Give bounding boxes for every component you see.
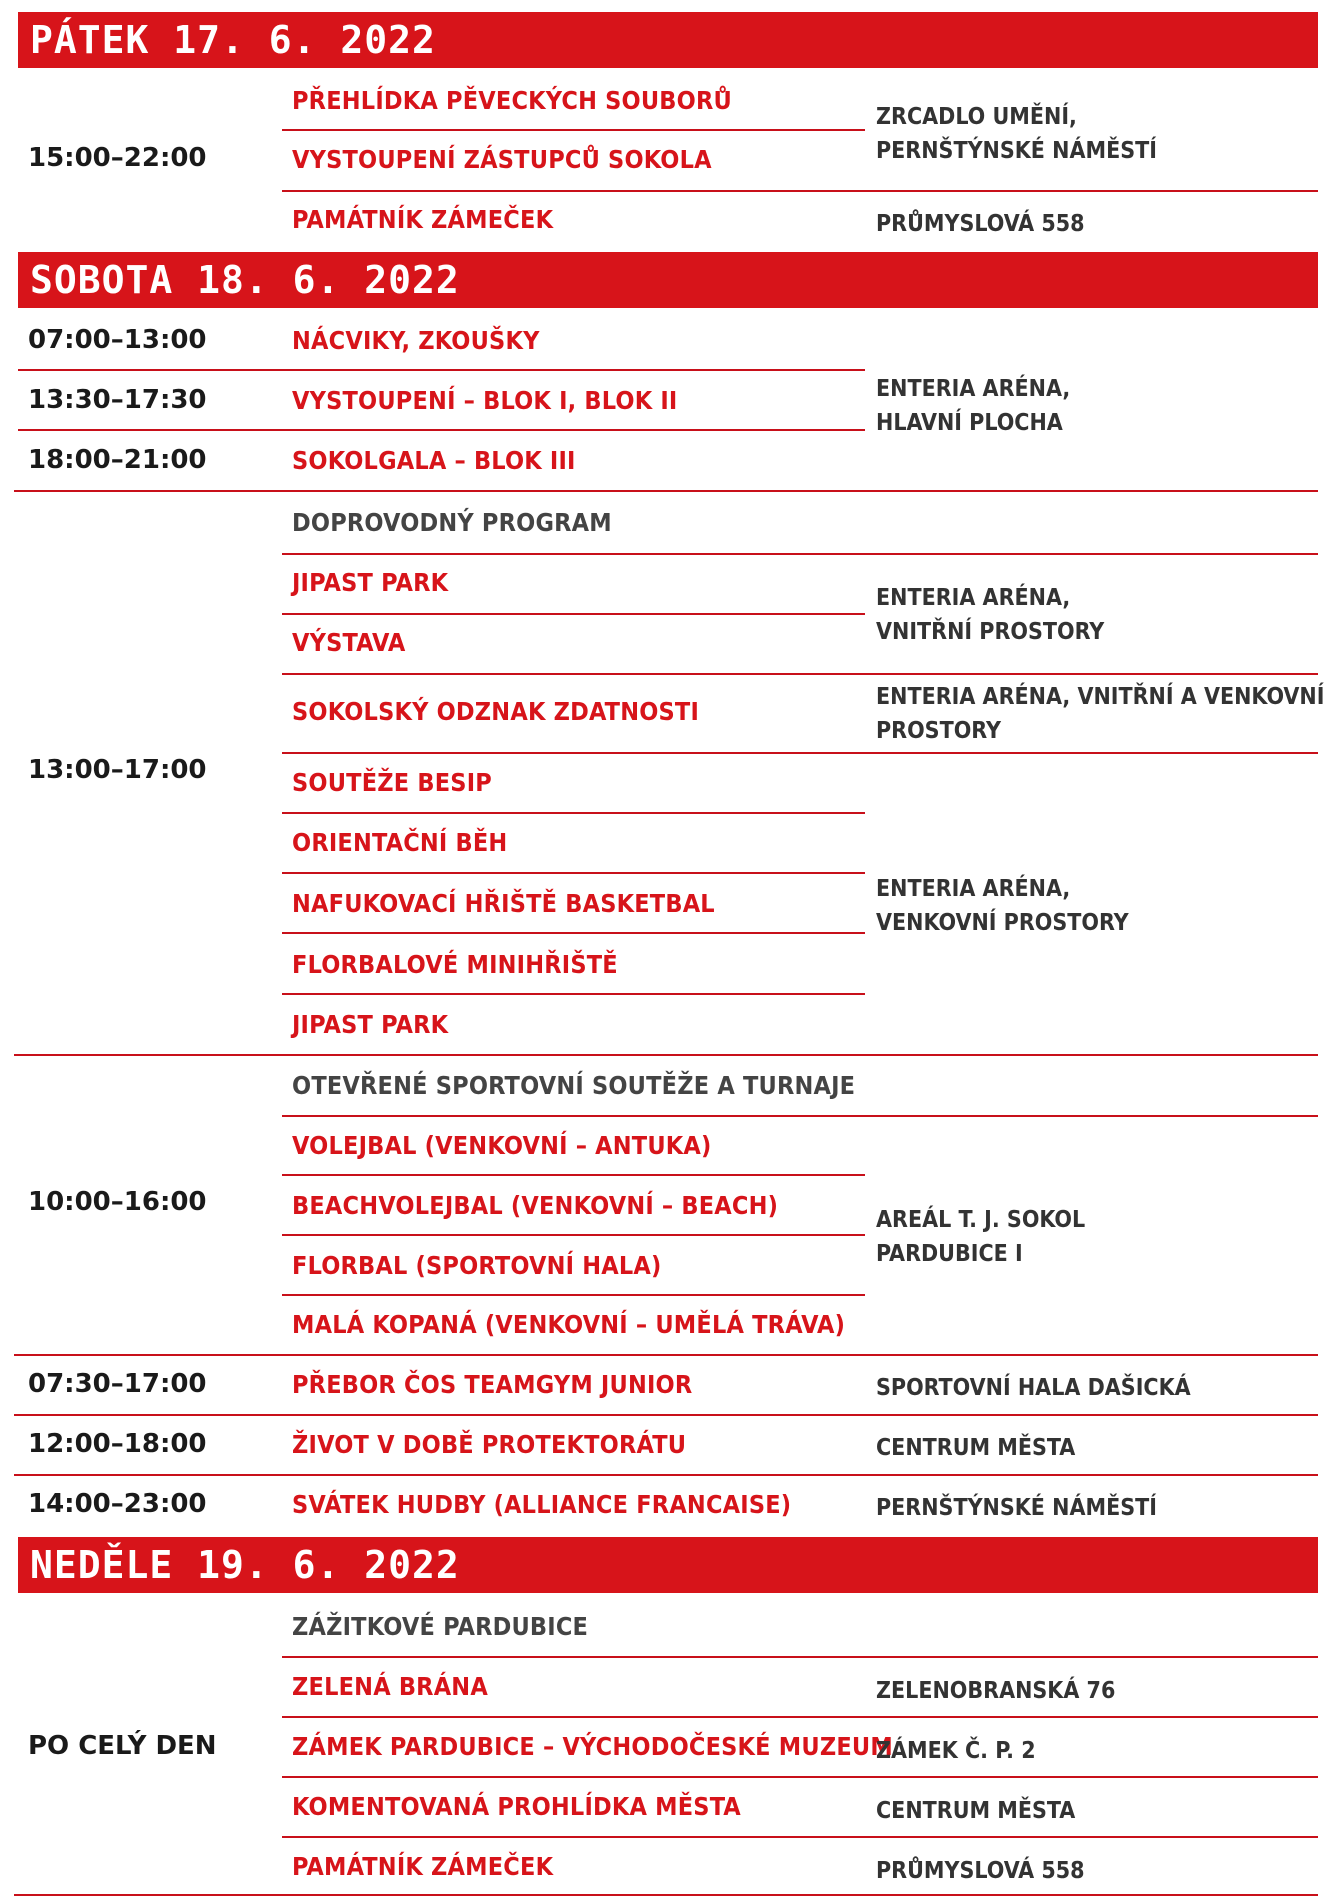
divider (14, 490, 1318, 492)
divider (282, 812, 865, 814)
divider (14, 1894, 1318, 1896)
place (876, 1794, 1075, 1828)
place (876, 207, 1085, 241)
place-line: PRŮMYSLOVÁ 558 (876, 211, 1085, 237)
place-line: VENKOVNÍ PROSTORY (876, 910, 1129, 936)
event-item: PŘEHLÍDKA PĚVECKÝCH SOUBORŮ (292, 86, 732, 115)
time-friday: 15:00–22:00 (28, 143, 207, 173)
place-line: ENTERIA ARÉNA, VNITŘNÍ A VENKOVNÍ (876, 684, 1325, 710)
divider (282, 1716, 1318, 1718)
place (876, 1674, 1115, 1708)
divider (282, 1234, 865, 1236)
event-item: VYSTOUPENÍ – BLOK I, BLOK II (292, 386, 678, 415)
place (876, 680, 1324, 748)
place-line: PROSTORY (876, 718, 1001, 744)
divider (282, 1174, 865, 1176)
event-item: NAFUKOVACÍ HŘIŠTĚ BASKETBAL (292, 889, 715, 918)
time: 13:30–17:30 (28, 385, 207, 415)
event-item: BEACHVOLEJBAL (VENKOVNÍ – BEACH) (292, 1191, 779, 1220)
place-line: VNITŘNÍ PROSTORY (876, 619, 1105, 645)
divider (14, 1414, 1318, 1416)
event-item: ŽIVOT V DOBĚ PROTEKTORÁTU (292, 1430, 687, 1459)
place (876, 872, 1129, 940)
place (876, 100, 1157, 168)
divider (282, 1776, 1318, 1778)
place-line: CENTRUM MĚSTA (876, 1435, 1076, 1461)
place-line: PERNŠTÝNSKÉ NÁMĚSTÍ (876, 1495, 1157, 1521)
time: 18:00–21:00 (28, 445, 207, 475)
place-line: ZELENOBRANSKÁ 76 (876, 1678, 1116, 1704)
place-line: AREÁL T. J. SOKOL (876, 1207, 1086, 1233)
time: 07:30–17:00 (28, 1369, 207, 1399)
event-item: JIPAST PARK (292, 1010, 449, 1039)
divider (282, 673, 1318, 675)
time: 14:00–23:00 (28, 1489, 207, 1519)
time: 12:00–18:00 (28, 1429, 207, 1459)
place (876, 1734, 1036, 1768)
divider (18, 429, 865, 431)
place-line: PERNŠTÝNSKÉ NÁMĚSTÍ (876, 138, 1157, 164)
event-item: KOMENTOVANÁ PROHLÍDKA MĚSTA (292, 1792, 741, 1821)
event-item: PAMÁTNÍK ZÁMEČEK (292, 205, 554, 234)
divider (282, 129, 865, 131)
event-item: ORIENTAČNÍ BĚH (292, 828, 508, 857)
event-item: PŘEBOR ČOS TEAMGYM JUNIOR (292, 1370, 693, 1399)
divider (282, 1115, 1318, 1117)
event-item: ZÁMEK PARDUBICE – VÝCHODOČESKÉ MUZEUM (292, 1732, 893, 1761)
event-item: VÝSTAVA (292, 628, 406, 657)
time: 10:00–16:00 (28, 1187, 207, 1217)
place (876, 1203, 1085, 1271)
place-line: PRŮMYSLOVÁ 558 (876, 1858, 1085, 1884)
divider (282, 1294, 865, 1296)
day-header-friday: PÁTEK 17. 6. 2022 (18, 12, 1318, 68)
place (876, 1854, 1085, 1888)
event-item: FLORBALOVÉ MINIHŘIŠTĚ (292, 950, 618, 979)
divider (282, 993, 865, 995)
place (876, 1371, 1191, 1405)
place-line: ENTERIA ARÉNA, (876, 585, 1071, 611)
place-line: ENTERIA ARÉNA, (876, 376, 1071, 402)
divider (282, 872, 865, 874)
place-line: SPORTOVNÍ HALA DAŠICKÁ (876, 1375, 1191, 1401)
divider (282, 553, 1318, 555)
time: 07:00–13:00 (28, 325, 207, 355)
divider (282, 932, 865, 934)
place-line: ZÁMEK Č. P. 2 (876, 1738, 1036, 1764)
place-line: ZRCADLO UMĚNÍ, (876, 104, 1077, 130)
event-item: JIPAST PARK (292, 568, 449, 597)
day-header-saturday: SOBOTA 18. 6. 2022 (18, 252, 1318, 308)
event-item: SOKOLGALA – BLOK III (292, 446, 576, 475)
time: PO CELÝ DEN (28, 1731, 217, 1761)
divider (14, 1054, 1318, 1056)
event-item: NÁCVIKY, ZKOUŠKY (292, 326, 540, 355)
divider (18, 369, 865, 371)
day-header-sunday: NEDĚLE 19. 6. 2022 (18, 1537, 1318, 1593)
divider (282, 613, 865, 615)
place (876, 1431, 1075, 1465)
divider (282, 752, 1318, 754)
event-item: SOKOLSKÝ ODZNAK ZDATNOSTI (292, 697, 700, 726)
section-heading: OTEVŘENÉ SPORTOVNÍ SOUTĚŽE A TURNAJE (292, 1071, 856, 1100)
divider (14, 1354, 1318, 1356)
divider (14, 1474, 1318, 1476)
place-line: CENTRUM MĚSTA (876, 1798, 1076, 1824)
section-heading: ZÁŽITKOVÉ PARDUBICE (292, 1612, 589, 1641)
section-heading: DOPROVODNÝ PROGRAM (292, 508, 612, 537)
event-item: PAMÁTNÍK ZÁMEČEK (292, 1852, 554, 1881)
event-item: SOUTĚŽE BESIP (292, 768, 492, 797)
place-line: PARDUBICE I (876, 1241, 1023, 1267)
time: 13:00–17:00 (28, 755, 207, 785)
place-line: ENTERIA ARÉNA, (876, 876, 1071, 902)
event-item: MALÁ KOPANÁ (VENKOVNÍ – UMĚLÁ TRÁVA) (292, 1310, 846, 1339)
divider (282, 1836, 1318, 1838)
event-item: VOLEJBAL (VENKOVNÍ – ANTUKA) (292, 1131, 712, 1160)
divider (282, 190, 1318, 192)
place (876, 581, 1104, 649)
place (876, 372, 1070, 440)
event-item: VYSTOUPENÍ ZÁSTUPCŮ SOKOLA (292, 145, 712, 174)
event-item: FLORBAL (SPORTOVNÍ HALA) (292, 1251, 662, 1280)
place-line: HLAVNÍ PLOCHA (876, 410, 1063, 436)
divider (282, 1656, 1318, 1658)
event-item: SVÁTEK HUDBY (ALLIANCE FRANCAISE) (292, 1490, 792, 1519)
event-item: ZELENÁ BRÁNA (292, 1672, 488, 1701)
place (876, 1491, 1157, 1525)
